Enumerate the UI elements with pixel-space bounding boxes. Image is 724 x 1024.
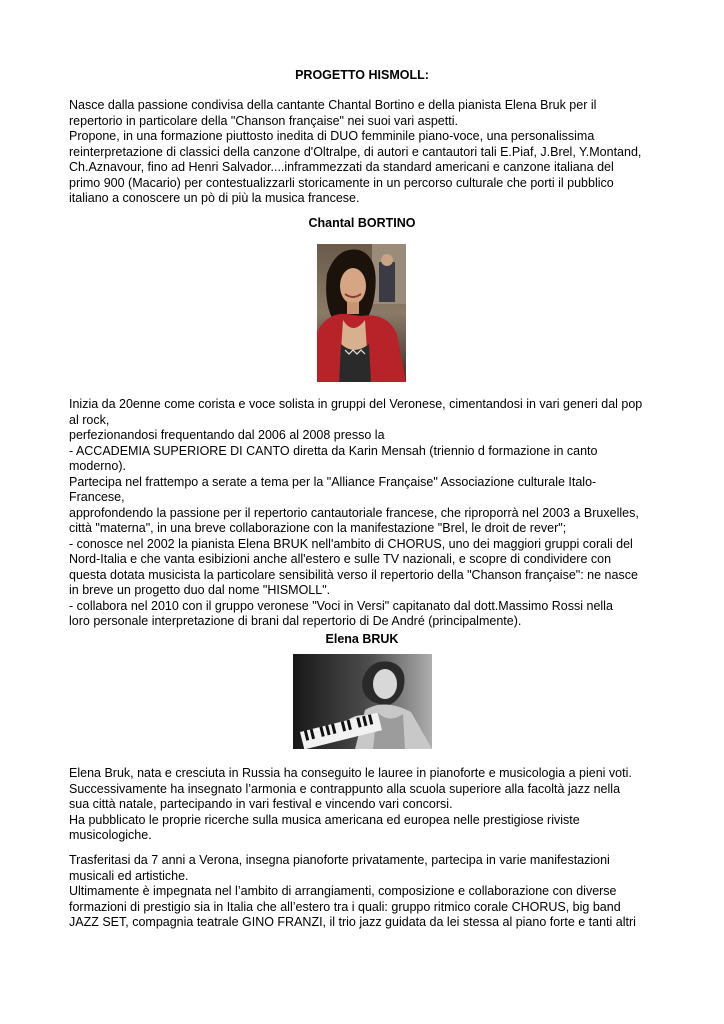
text-line: approfondendo la passione per il repertorio cantautoriale francese, che riproporrà nel 2003 a Bruxelles, [69, 505, 639, 520]
section-heading-elena: Elena BRUK [325, 632, 399, 646]
text-line: in breve un progetto duo dal nome "HISMOLL". [69, 583, 331, 597]
chantal-bio-paragraph [69, 397, 659, 630]
text-line: Nasce dalla passione condivisa della cantante Chantal Bortino e della pianista Elena Bruk per il [69, 98, 597, 112]
intro-paragraph [69, 98, 659, 207]
text-line: repertorio in particolare della "Chanson française" nei suoi vari aspetti. [69, 113, 458, 128]
text-line: italiano a conoscere un pò di più la musica francese. [69, 191, 360, 205]
text-line: Ultimamente è impegnata nel l’ambito di arrangiamenti, composizione e collaborazione con diverse [69, 884, 617, 898]
text-line: Elena Bruk, nata e cresciuta in Russia ha conseguito le lauree in pianoforte e musicologia a pieni voti. [69, 766, 632, 780]
elena-bio-paragraph-1 [69, 766, 659, 844]
text-line: primo 900 (Macario) per contestualizzarli storicamente in un percorso culturale che porti il pubblico [69, 175, 614, 190]
page-title: PROGETTO HISMOLL: [295, 68, 429, 82]
text-line: reinterpretazione di classici della canzone d'Oltralpe, di autori e cantautori tali E.Piaf, J.Brel, Y.Montand, [69, 144, 642, 159]
text-line: questa dotata musicista la particolare sensibilità verso il repertorio della "Chanson française": ne nasce [69, 567, 638, 582]
text-line: - collabora nel 2010 con il gruppo veronese "Voci in Versi" capitanato dal dott.Massimo Rossi nella [69, 598, 613, 613]
text-line: Propone, in una formazione piuttosto inedita di DUO femminile piano-voce, una personalissima [69, 129, 595, 143]
text-line: città "materna", in una breve collaborazione con la manifestazione "Brel, le droit de rever"; [69, 521, 567, 535]
text-line: musicologiche. [69, 828, 152, 842]
text-line: moderno). [69, 459, 126, 473]
text-line: - ACCADEMIA SUPERIORE DI CANTO diretta da Karin Mensah (triennio d formazione in canto [69, 443, 598, 458]
text-line: formazioni di prestigio sia in Italia che all’estero tra i quali: gruppo ritmico corale CHORUS, big band [69, 899, 621, 914]
elena-piano-photo [293, 654, 432, 749]
text-line: Trasferitasi da 7 anni a Verona, insegna pianoforte privatamente, partecipa in varie manifestazioni [69, 853, 610, 867]
elena-bio-paragraph-2 [69, 853, 659, 931]
text-line: sua città natale, partecipando in vari festival e vincendo vari concorsi. [69, 797, 453, 811]
text-line: musicali ed artistiche. [69, 868, 189, 883]
text-line: Francese, [69, 490, 125, 504]
text-line: loro personale interpretazione di brani dal repertorio di De André (principalmente). [69, 614, 522, 628]
section-heading-chantal: Chantal BORTINO [308, 216, 416, 230]
text-line: al rock, [69, 412, 110, 427]
text-line: Partecipa nel frattempo a serate a tema per la "Alliance Française" Associazione culturale Italo- [69, 474, 597, 489]
chantal-portrait-photo [317, 244, 406, 382]
text-line: - conosce nel 2002 la pianista Elena BRUK nell'ambito di CHORUS, uno dei maggiori gruppi corali del [69, 536, 633, 551]
text-line: JAZZ SET, compagnia teatrale GINO FRANZI, il trio jazz guidata da lei stessa al piano forte e tanti altri [69, 915, 636, 929]
text-line: Ha pubblicato le proprie ricerche sulla musica americana ed europea nelle prestigiose riviste [69, 812, 580, 827]
text-line: Inizia da 20enne come corista e voce solista in gruppi del Veronese, cimentandosi in vari generi dal pop [69, 397, 643, 411]
text-line: Ch.Aznavour, fino ad Henri Salvador....inframmezzati da standard americani e canzone italiana del [69, 160, 614, 174]
text-line: Nord-Italia e che vanta esibizioni anche all'estero e sulle TV nazionali, e scopre di condividere con [69, 552, 612, 566]
text-line: Successivamente ha insegnato l’armonia e contrappunto alla scuola superiore alla facoltà jazz nella [69, 781, 621, 796]
text-line: perfezionandosi frequentando dal 2006 al 2008 presso la [69, 428, 385, 442]
